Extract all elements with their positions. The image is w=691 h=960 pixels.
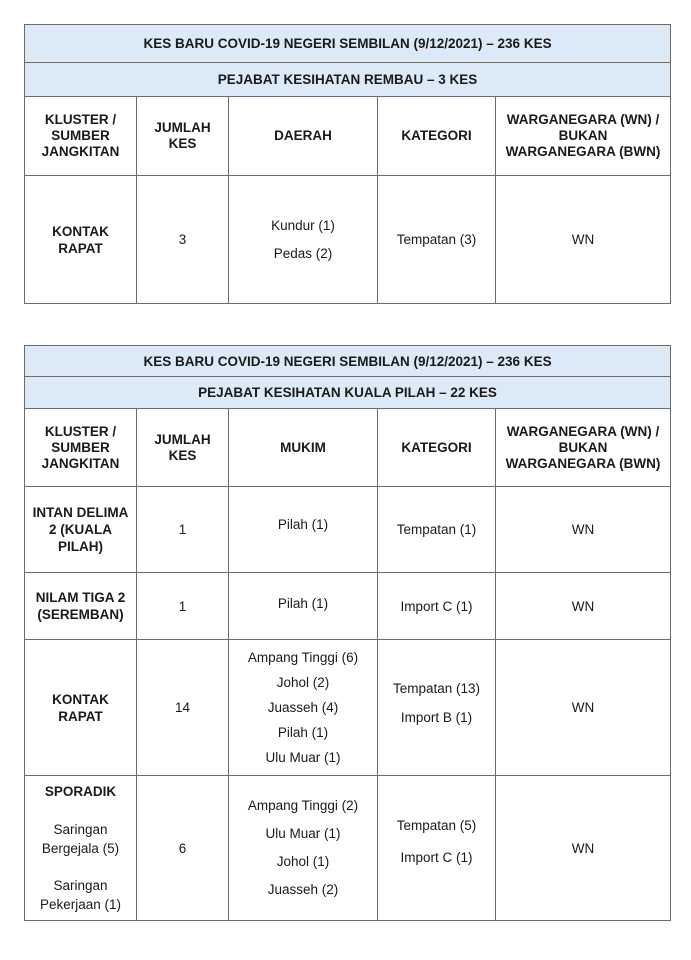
header-category: KATEGORI bbox=[378, 97, 496, 176]
rembau-case-table bbox=[24, 24, 671, 304]
category-cell: Tempatan (3) bbox=[378, 176, 496, 304]
citizenship-cell: WN bbox=[496, 487, 671, 573]
category-cell: Tempatan (1) bbox=[378, 487, 496, 573]
citizenship-cell: WN bbox=[496, 573, 671, 640]
category-cell: Tempatan (5) Import C (1) bbox=[378, 776, 496, 921]
total-cell: 1 bbox=[137, 487, 229, 573]
office-title: PEJABAT KESIHATAN REMBAU – 3 KES bbox=[25, 63, 671, 97]
table-row bbox=[25, 640, 671, 776]
area-cell: Ampang Tinggi (2) Ulu Muar (1) Johol (1) Juasseh (2) bbox=[229, 776, 378, 921]
header-cluster: KLUSTER / SUMBER JANGKITAN bbox=[25, 97, 137, 176]
table-title: KES BARU COVID-19 NEGERI SEMBILAN (9/12/2021) – 236 KES bbox=[25, 346, 671, 377]
header-total: JUMLAH KES bbox=[137, 409, 229, 487]
cluster-cell: KONTAK RAPAT bbox=[25, 176, 137, 304]
header-category: KATEGORI bbox=[378, 409, 496, 487]
header-cluster: KLUSTER / SUMBER JANGKITAN bbox=[25, 409, 137, 487]
category-cell: Import C (1) bbox=[378, 573, 496, 640]
table-row bbox=[25, 487, 671, 573]
area-cell: Pilah (1) bbox=[229, 573, 378, 640]
header-total: JUMLAH KES bbox=[137, 97, 229, 176]
kuala-pilah-case-table bbox=[24, 345, 671, 921]
area-cell: Pilah (1) bbox=[229, 487, 378, 573]
citizenship-cell: WN bbox=[496, 776, 671, 921]
header-area: DAERAH bbox=[229, 97, 378, 176]
header-area: MUKIM bbox=[229, 409, 378, 487]
cluster-cell: KONTAK RAPAT bbox=[25, 640, 137, 776]
header-citizenship: WARGANEGARA (WN) / BUKAN WARGANEGARA (BWN) bbox=[496, 97, 671, 176]
area-cell: Ampang Tinggi (6) Johol (2) Juasseh (4) Pilah (1) Ulu Muar (1) bbox=[229, 640, 378, 776]
office-title: PEJABAT KESIHATAN KUALA PILAH – 22 KES bbox=[25, 377, 671, 409]
cluster-cell: SPORADIK Saringan Bergejala (5) Saringan Pekerjaan (1) bbox=[25, 776, 137, 921]
total-cell: 14 bbox=[137, 640, 229, 776]
cluster-cell: NILAM TIGA 2 (SEREMBAN) bbox=[25, 573, 137, 640]
category-cell: Tempatan (13) Import B (1) bbox=[378, 640, 496, 776]
cluster-cell: INTAN DELIMA 2 (KUALA PILAH) bbox=[25, 487, 137, 573]
table-row bbox=[25, 176, 671, 304]
header-citizenship: WARGANEGARA (WN) / BUKAN WARGANEGARA (BWN) bbox=[496, 409, 671, 487]
total-cell: 6 bbox=[137, 776, 229, 921]
citizenship-cell: WN bbox=[496, 640, 671, 776]
total-cell: 1 bbox=[137, 573, 229, 640]
citizenship-cell: WN bbox=[496, 176, 671, 304]
table-row bbox=[25, 776, 671, 921]
table-title: KES BARU COVID-19 NEGERI SEMBILAN (9/12/2021) – 236 KES bbox=[25, 25, 671, 63]
table-row bbox=[25, 573, 671, 640]
total-cell: 3 bbox=[137, 176, 229, 304]
area-cell: Kundur (1) Pedas (2) bbox=[229, 176, 378, 304]
